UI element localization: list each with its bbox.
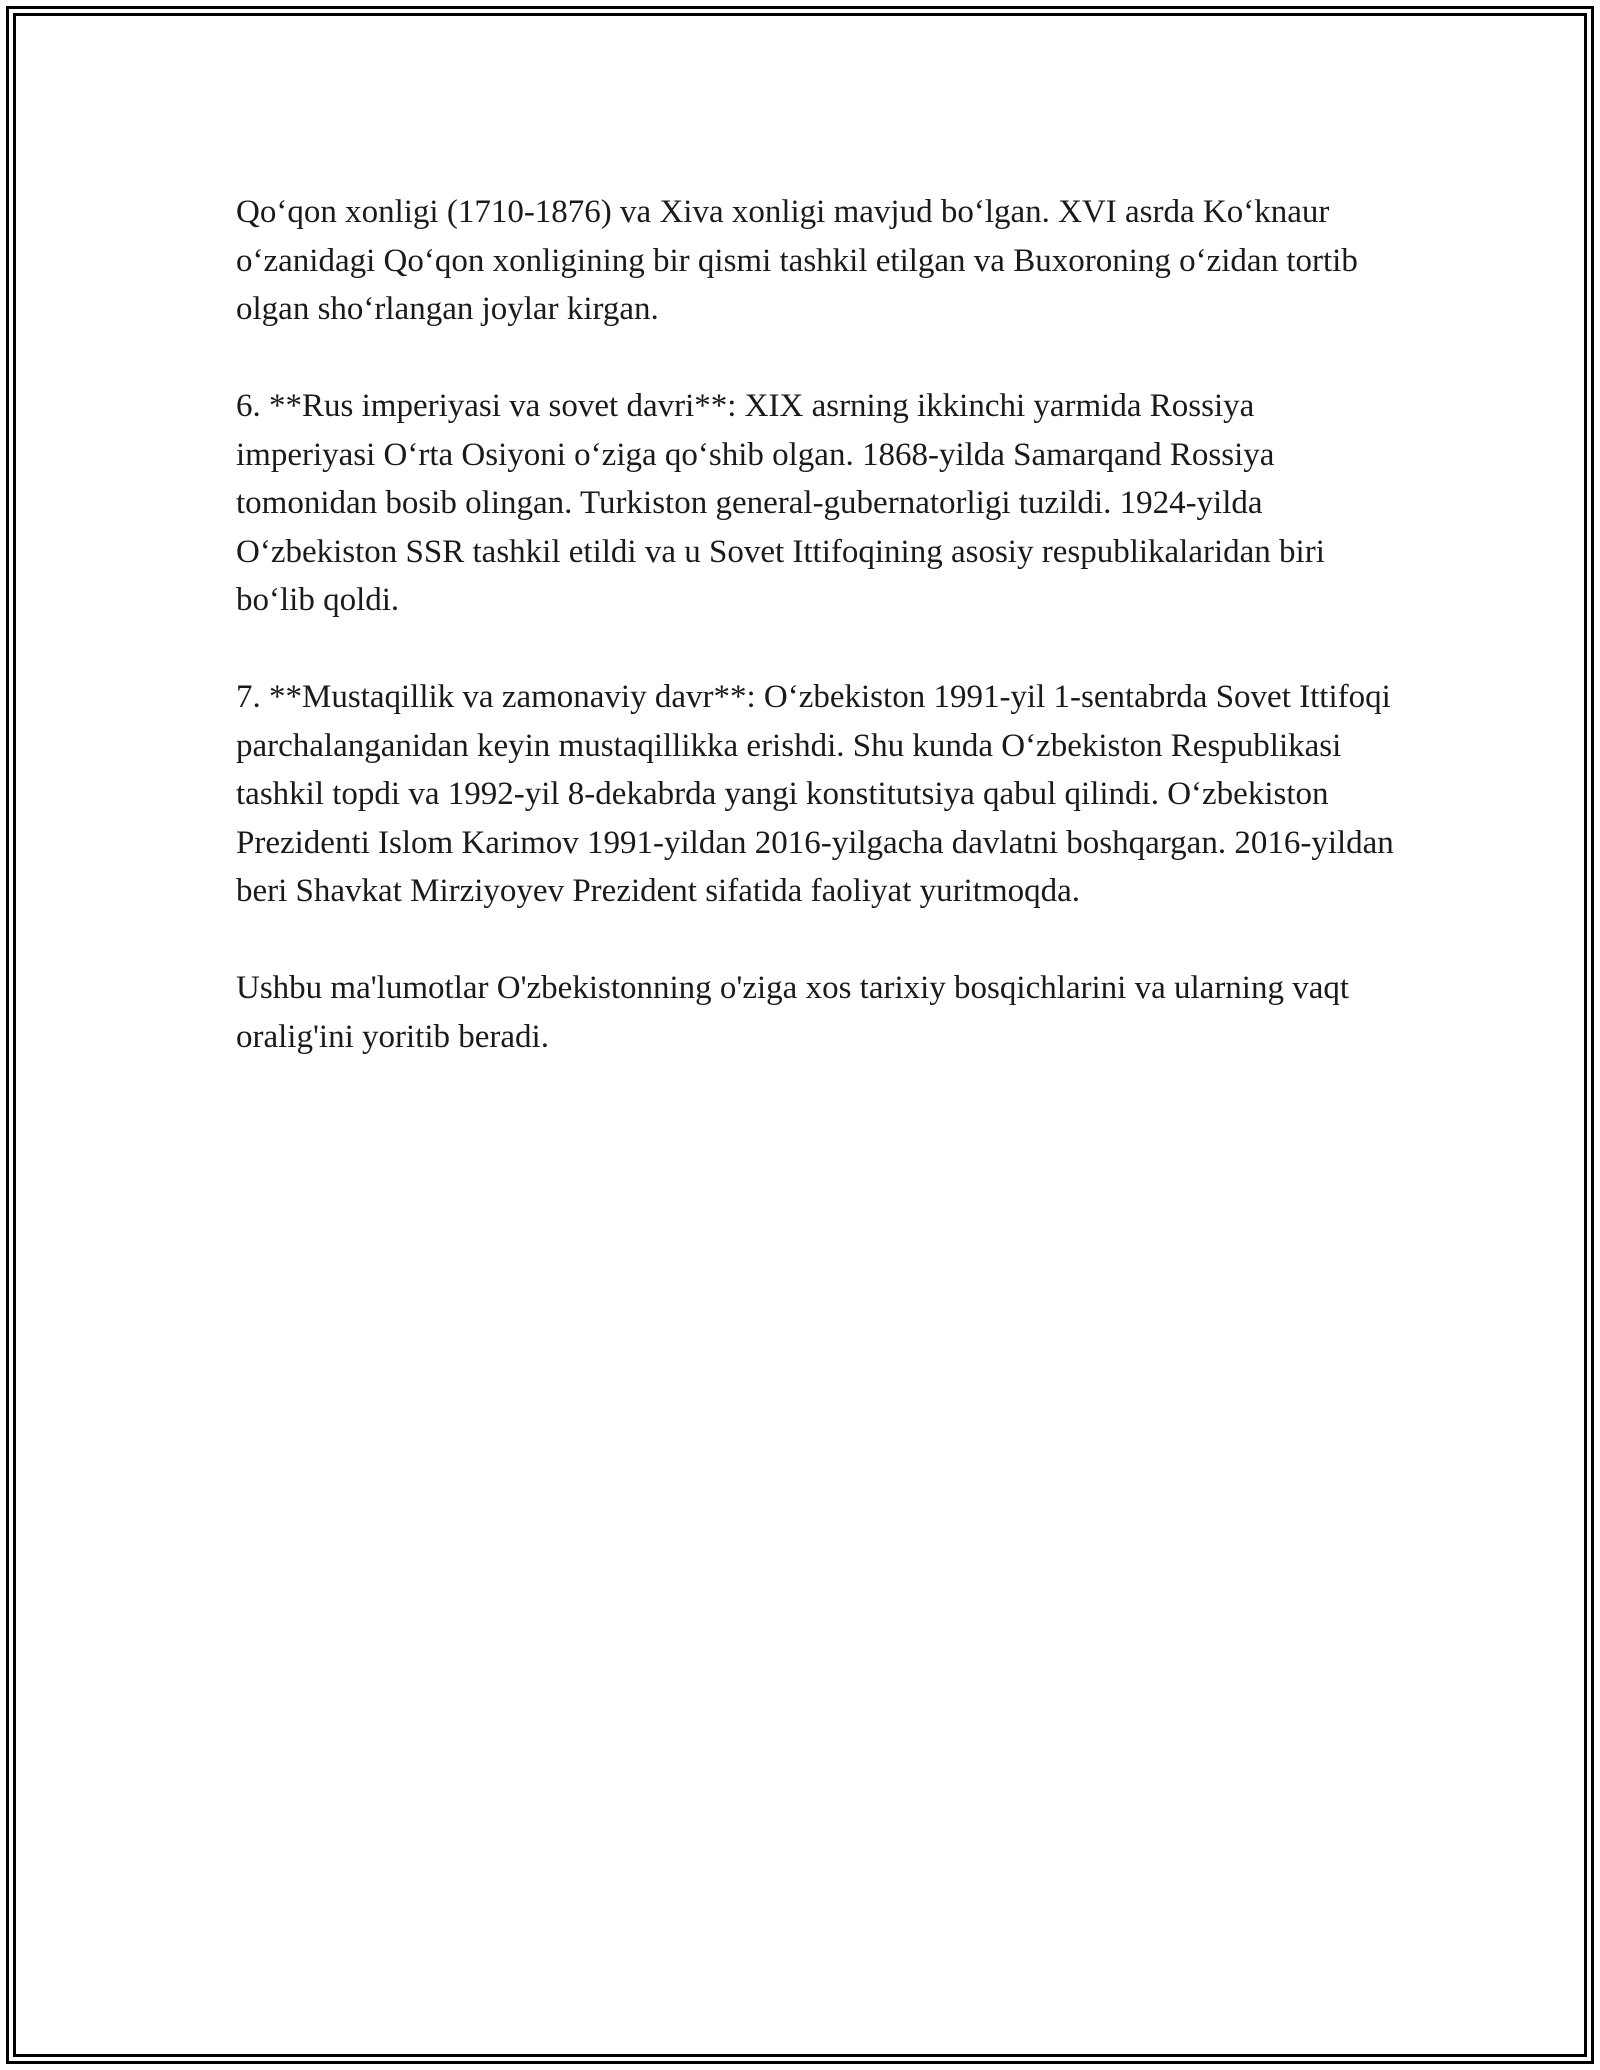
paragraph-independence-modern-period: 7. **Mustaqillik va zamonaviy davr**: O‘zbekiston 1991-yil 1-sentabrda Sovet Ittifoqi parchalanganidan keyin mustaqillikka erishdi. Shu kunda O‘zbekiston Respublikasi tashkil topdi va 1992-yil 8-dekabrda yangi konstitutsiya qabul qilindi. O‘zbekiston Prezidenti Islom Karimov 1991-yildan 2016-yilgacha davlatni boshqargan. 2016-yildan beri Shavkat Mirziyoyev Prezident sifatida faoliyat yuritmoqda. bbox=[236, 679, 1394, 909]
paragraph-russian-soviet-period: 6. **Rus imperiyasi va sovet davri**: XIX asrning ikkinchi yarmida Rossiya imperiyasi O‘rta Osiyoni o‘ziga qo‘shib olgan. 1868-yilda Samarqand Rossiya tomonidan bosib olingan. Turkiston general-gubernatorligi tuzildi. 1924-yilda O‘zbekiston SSR tashkil etildi va u Sovet Ittifoqining asosiy respublikalaridan biri bo‘lib qoldi. bbox=[236, 388, 1325, 618]
paragraph-summary: Ushbu ma'lumotlar O'zbekistonning o'ziga xos tarixiy bosqichlarini va ularning vaqt oralig'ini yoritib beradi. bbox=[236, 970, 1350, 1055]
paragraph-khanates: Qo‘qon xonligi (1710-1876) va Xiva xonligi mavjud bo‘lgan. XVI asrda Ko‘knaur o‘zanidagi Qo‘qon xonligining bir qismi tashkil etilgan va Buxoroning o‘zidan tortib olgan sho‘rlangan joylar kirgan. bbox=[236, 194, 1358, 327]
document-body bbox=[236, 188, 1396, 1110]
